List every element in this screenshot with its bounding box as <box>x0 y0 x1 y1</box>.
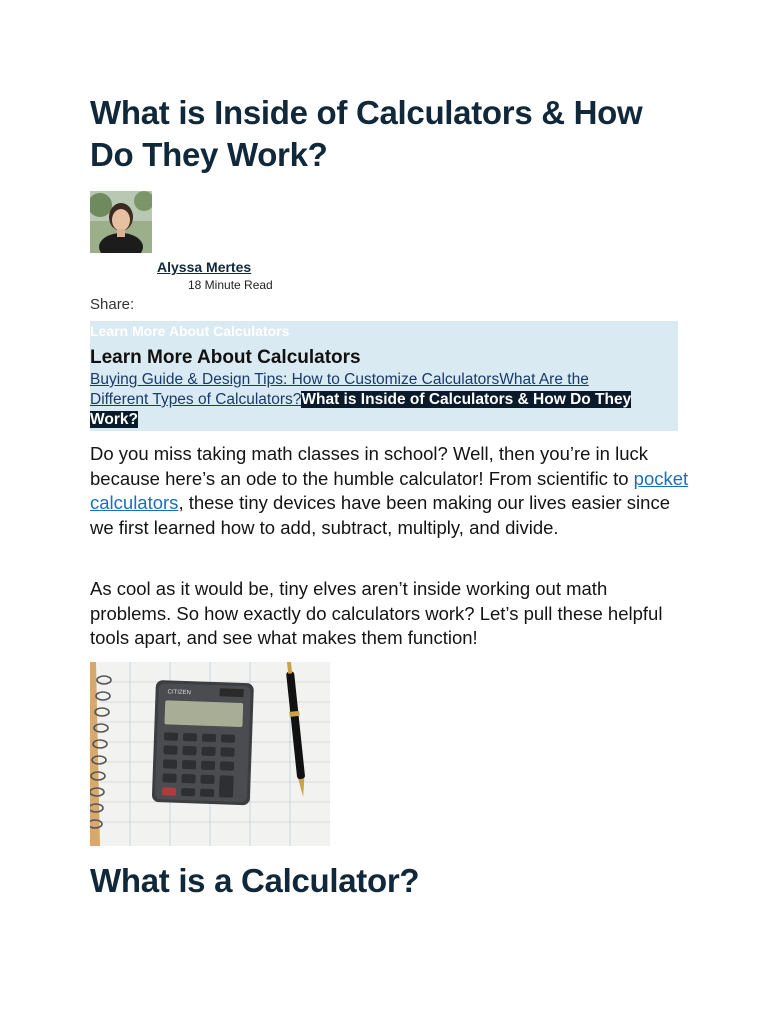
read-time: 18 Minute Read <box>188 278 273 292</box>
toc-toggle[interactable]: Learn More About Calculators <box>90 323 290 339</box>
toc-link-types[interactable]: What Are the Different Types of Calculators? <box>90 371 589 408</box>
toc-current-item: What is Inside of Calculators & How Do They Work? <box>90 391 632 428</box>
intro-paragraph <box>90 442 690 540</box>
toc-heading: Learn More About Calculators <box>90 347 361 368</box>
toc-link-buying-guide[interactable]: Buying Guide & Design Tips: How to Customize Calculators <box>90 371 500 388</box>
author-avatar <box>90 191 152 253</box>
article-title: What is Inside of Calculators & How Do They Work? <box>90 94 643 173</box>
section-heading: What is a Calculator? <box>90 862 420 899</box>
toc-links <box>90 370 650 430</box>
calculator-photo <box>90 662 330 846</box>
calculator-brand: CITIZEN <box>167 689 192 697</box>
intro-text-end: , these tiny devices have been making our lives easier since we first learned how to add, subtract, multiply, and divide. <box>90 492 670 538</box>
intro-text-start: Do you miss taking math classes in school? Well, then you’re in luck because here’s an ode to the humble calculator! From scientific to <box>90 443 648 489</box>
pocket-calculators-link[interactable]: pocket calculators <box>90 467 689 513</box>
second-paragraph: As cool as it would be, tiny elves aren’t inside working out math problems. So how exactly do calculators work? Let’s pull these helpful tools apart, and see what makes them function! <box>90 578 663 648</box>
table-of-contents <box>90 321 678 431</box>
author-name-link[interactable]: Alyssa Mertes <box>157 259 252 275</box>
share-label: Share: <box>90 296 135 313</box>
